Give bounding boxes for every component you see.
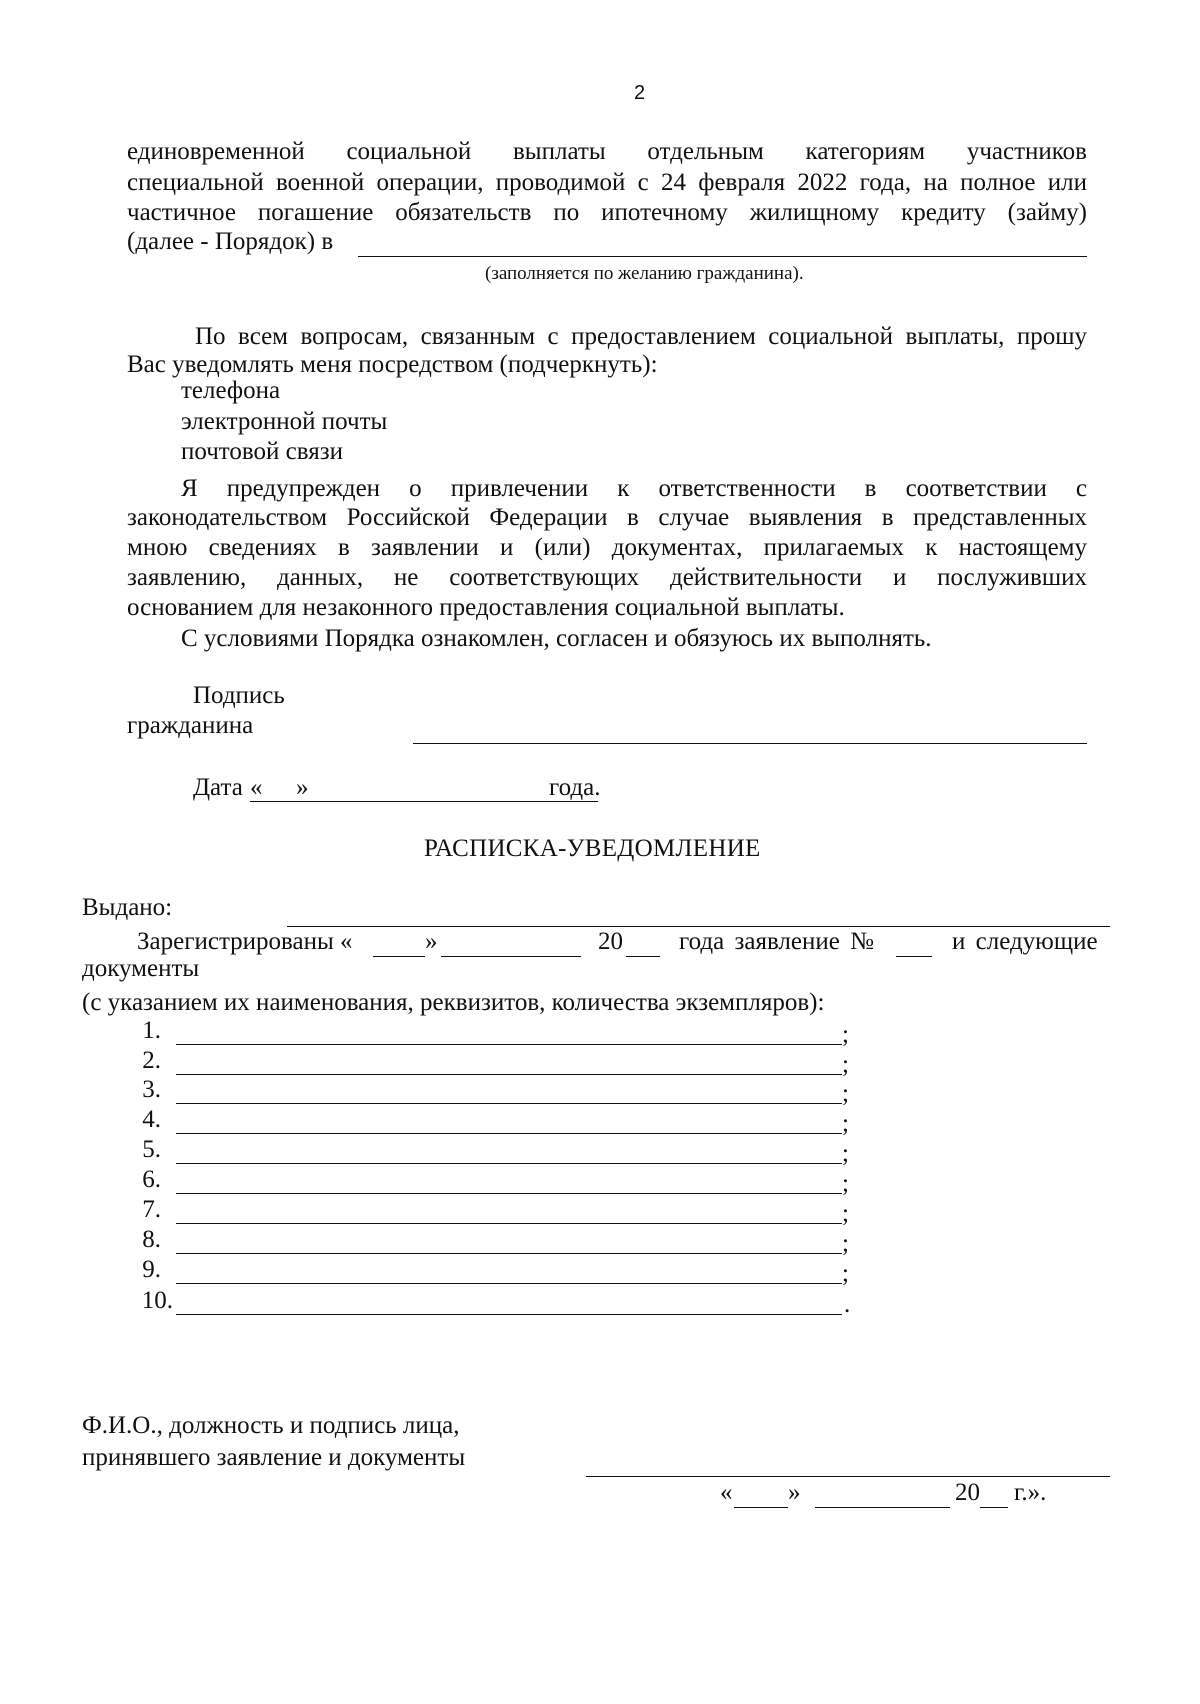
- registered-month-line[interactable]: [441, 956, 581, 957]
- doc-item-9-line[interactable]: [176, 1283, 842, 1284]
- doc-item-2-line[interactable]: [176, 1074, 842, 1075]
- doc-item-5-end: ;: [842, 1140, 849, 1167]
- final-date-suffix: г.».: [1014, 1479, 1047, 1506]
- doc-item-4-line[interactable]: [176, 1133, 842, 1134]
- documents-note: (с указанием их наименования, реквизитов, количества экземпляров):: [82, 989, 825, 1016]
- page-number: 2: [634, 82, 646, 104]
- official-label-1: Ф.И.О., должность и подпись лица,: [82, 1412, 460, 1439]
- final-date-day-line[interactable]: [734, 1507, 788, 1508]
- issued-label: Выдано:: [82, 894, 173, 921]
- doc-item-10-line[interactable]: [176, 1314, 842, 1315]
- doc-item-6-line[interactable]: [176, 1193, 842, 1194]
- signature-label-1: Подпись: [193, 682, 285, 709]
- doc-item-1-number: 1.: [142, 1017, 161, 1044]
- registered-part-5: и следующие: [952, 928, 1098, 955]
- registered-part-1: Зарегистрированы «: [137, 928, 353, 955]
- notify-line-1: По всем вопросам, связанным с предоставлением социальной выплаты, прошу: [195, 323, 1087, 350]
- doc-item-7-number: 7.: [142, 1196, 161, 1223]
- doc-item-6-number: 6.: [142, 1166, 161, 1193]
- intro-line-1: единовременной социальной выплаты отдельным категориям участников: [127, 138, 1087, 165]
- final-date-year-line[interactable]: [980, 1507, 1008, 1508]
- doc-item-8-number: 8.: [142, 1226, 161, 1253]
- doc-item-8-line[interactable]: [176, 1253, 842, 1254]
- doc-item-9-number: 9.: [142, 1256, 161, 1283]
- registered-part-4: года заявление №: [679, 928, 874, 955]
- final-date-year: 20: [955, 1479, 980, 1506]
- doc-item-1-end: ;: [842, 1021, 849, 1048]
- registered-year-line[interactable]: [626, 956, 660, 957]
- doc-item-10-end: .: [844, 1291, 851, 1318]
- doc-item-7-end: ;: [842, 1200, 849, 1227]
- doc-item-5-line[interactable]: [176, 1163, 842, 1164]
- notify-line-2: Вас уведомлять меня посредством (подчеркнуть):: [127, 351, 658, 378]
- final-date-close: »: [788, 1479, 801, 1506]
- official-signature-line[interactable]: [586, 1476, 1110, 1477]
- date-year-label: года.: [549, 774, 601, 801]
- doc-item-5-number: 5.: [142, 1136, 161, 1163]
- doc-item-3-line[interactable]: [176, 1103, 842, 1104]
- registered-number-line[interactable]: [896, 956, 932, 957]
- doc-item-7-line[interactable]: [176, 1223, 842, 1224]
- receipt-title: РАСПИСКА-УВЕДОМЛЕНИЕ: [424, 835, 761, 862]
- intro-line-4: (далее - Порядок) в: [127, 228, 334, 255]
- date-fill-line[interactable]: [250, 801, 598, 802]
- intro-line-2: специальной военной операции, проводимой с 24 февраля 2022 года, на полное или: [127, 169, 1087, 196]
- doc-item-3-number: 3.: [142, 1076, 161, 1103]
- doc-item-9-end: ;: [842, 1260, 849, 1287]
- intro-note: (заполняется по желанию гражданина).: [485, 263, 804, 284]
- warning-line-1: Я предупрежден о привлечении к ответственности в соответствии с: [181, 475, 1087, 502]
- date-close-quote: »: [296, 774, 309, 801]
- doc-item-4-end: ;: [842, 1110, 849, 1137]
- registered-day-line[interactable]: [373, 956, 425, 957]
- warning-line-3: мною сведениях в заявлении и (или) документах, прилагаемых к настоящему: [127, 534, 1087, 561]
- doc-item-8-end: ;: [842, 1230, 849, 1257]
- final-date-month-line[interactable]: [815, 1507, 950, 1508]
- doc-item-2-number: 2.: [142, 1047, 161, 1074]
- doc-item-1-line[interactable]: [176, 1044, 842, 1045]
- doc-item-6-end: ;: [842, 1170, 849, 1197]
- final-date-open: «: [720, 1479, 733, 1506]
- agreement-text: С условиями Порядка ознакомлен, согласен и обязуюсь их выполнять.: [181, 625, 932, 652]
- doc-item-3-end: ;: [842, 1080, 849, 1107]
- signature-label-2: гражданина: [127, 712, 254, 739]
- warning-line-5: основанием для незаконного предоставления социальной выплаты.: [127, 594, 845, 621]
- date-label: Дата: [193, 774, 243, 801]
- date-open-quote: «: [250, 774, 263, 801]
- registered-part-3: 20: [598, 928, 623, 955]
- doc-item-2-end: ;: [842, 1051, 849, 1078]
- intro-line-3: частичное погашение обязательств по ипотечному жилищному кредиту (займу): [127, 199, 1087, 226]
- warning-line-4: заявлению, данных, не соответствующих действительности и послуживших: [127, 564, 1087, 591]
- notify-option-email[interactable]: электронной почты: [181, 408, 388, 435]
- notify-option-post[interactable]: почтовой связи: [181, 438, 343, 465]
- doc-item-4-number: 4.: [142, 1106, 161, 1133]
- intro-fill-line[interactable]: [358, 256, 1087, 257]
- official-label-2: принявшего заявление и документы: [82, 1444, 466, 1471]
- notify-option-phone[interactable]: телефона: [181, 377, 281, 404]
- warning-line-2: законодательством Российской Федерации в случае выявления в представленных: [127, 504, 1087, 531]
- documents-word: документы: [82, 955, 200, 982]
- registered-part-2: »: [425, 928, 438, 955]
- signature-line[interactable]: [413, 743, 1087, 744]
- doc-item-10-number: 10.: [141, 1287, 173, 1314]
